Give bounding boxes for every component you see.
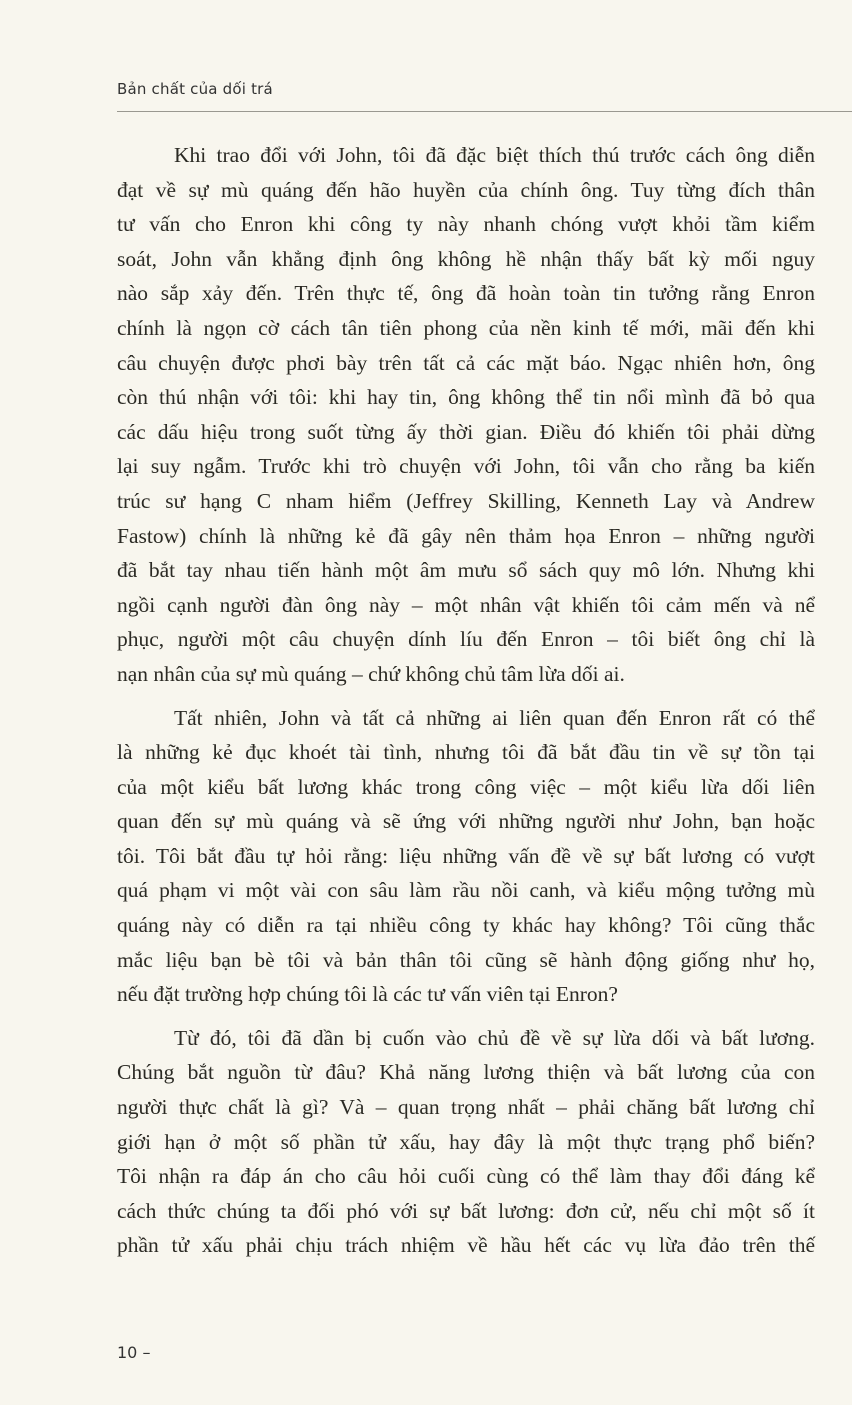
- text-line: nếu đặt trường hợp chúng tôi là các tư vấn viên tại Enron?: [117, 982, 618, 1007]
- text-line: đạt về sự mù quáng đến hão huyền của chính ông. Tuy từng đích thân: [117, 177, 815, 202]
- text-line: trúc sư hạng C nham hiểm (Jeffrey Skilling, Kenneth Lay và Andrew: [117, 488, 815, 513]
- paragraph: [117, 701, 815, 1012]
- text-line: tôi. Tôi bắt đầu tự hỏi rằng: liệu những vấn đề về sự bất lương có vượt: [117, 843, 815, 868]
- text-line: chính là ngọn cờ cách tân tiên phong của nền kinh tế mới, mãi đến khi: [117, 315, 815, 340]
- page-number: 10 –: [117, 1343, 151, 1362]
- text-line: nào sắp xảy đến. Trên thực tế, ông đã hoàn toàn tin tưởng rằng Enron: [117, 281, 815, 306]
- text-line: quáng này có diễn ra tại nhiều công ty khác hay không? Tôi cũng thắc: [117, 913, 815, 938]
- text-line: phần tử xấu phải chịu trách nhiệm về hầu hết các vụ lừa đảo trên thế: [117, 1233, 815, 1258]
- body-text: [117, 138, 815, 1272]
- text-line: cách thức chúng ta đối phó với sự bất lương: đơn cử, nếu chỉ một số ít: [117, 1198, 815, 1223]
- text-line: quan đến sự mù quáng và sẽ ứng với những người như John, bạn hoặc: [117, 809, 815, 834]
- text-line: câu chuyện được phơi bày trên tất cả các mặt báo. Ngạc nhiên hơn, ông: [117, 350, 815, 375]
- text-line: lại suy ngẫm. Trước khi trò chuyện với John, tôi vẫn cho rằng ba kiến: [117, 454, 815, 479]
- text-line: quá phạm vi một vài con sâu làm rầu nồi canh, và kiểu mộng tưởng mù: [117, 878, 815, 903]
- text-line: Từ đó, tôi đã dần bị cuốn vào chủ đề về sự lừa dối và bất lương.: [174, 1025, 815, 1050]
- paragraph: [117, 138, 815, 692]
- text-line: đã bắt tay nhau tiến hành một âm mưu sổ sách quy mô lớn. Nhưng khi: [117, 558, 815, 583]
- text-line: tư vấn cho Enron khi công ty này nhanh chóng vượt khỏi tầm kiểm: [117, 212, 815, 237]
- text-line: người thực chất là gì? Và – quan trọng nhất – phải chăng bất lương chỉ: [117, 1095, 815, 1120]
- text-line: soát, John vẫn khẳng định ông không hề nhận thấy bất kỳ mối nguy: [117, 246, 815, 271]
- text-line: Chúng bắt nguồn từ đâu? Khả năng lương thiện và bất lương của con: [117, 1060, 815, 1085]
- paragraph: [117, 1021, 815, 1263]
- text-line: giới hạn ở một số phần tử xấu, hay đây là một thực trạng phổ biến?: [117, 1129, 815, 1154]
- text-line: các dấu hiệu trong suốt từng ấy thời gian. Điều đó khiến tôi phải dừng: [117, 419, 815, 444]
- text-line: Tôi nhận ra đáp án cho câu hỏi cuối cùng có thể làm thay đổi đáng kể: [117, 1164, 815, 1189]
- text-line: phục, người một câu chuyện dính líu đến Enron – tôi biết ông chỉ là: [117, 627, 815, 652]
- text-line: Fastow) chính là những kẻ đã gây nên thảm họa Enron – những người: [117, 523, 815, 548]
- header-divider: [117, 111, 852, 112]
- text-line: ngồi cạnh người đàn ông này – một nhân vật khiến tôi cảm mến và nể: [117, 592, 815, 617]
- text-line: nạn nhân của sự mù quáng – chứ không chủ tâm lừa dối ai.: [117, 661, 625, 686]
- text-line: mắc liệu bạn bè tôi và bản thân tôi cũng sẽ hành động giống như họ,: [117, 947, 815, 972]
- text-line: là những kẻ đục khoét tài tình, nhưng tôi đã bắt đầu tin về sự tồn tại: [117, 740, 815, 765]
- text-line: còn thú nhận với tôi: khi hay tin, ông không thể tin nổi mình đã bỏ qua: [117, 385, 815, 410]
- text-line: của một kiểu bất lương khác trong công việc – một kiểu lừa dối liên: [117, 774, 815, 799]
- running-header-title: Bản chất của dối trá: [117, 80, 273, 98]
- text-line: Tất nhiên, John và tất cả những ai liên quan đến Enron rất có thể: [174, 705, 815, 730]
- text-line: Khi trao đổi với John, tôi đã đặc biệt thích thú trước cách ông diễn: [174, 143, 815, 167]
